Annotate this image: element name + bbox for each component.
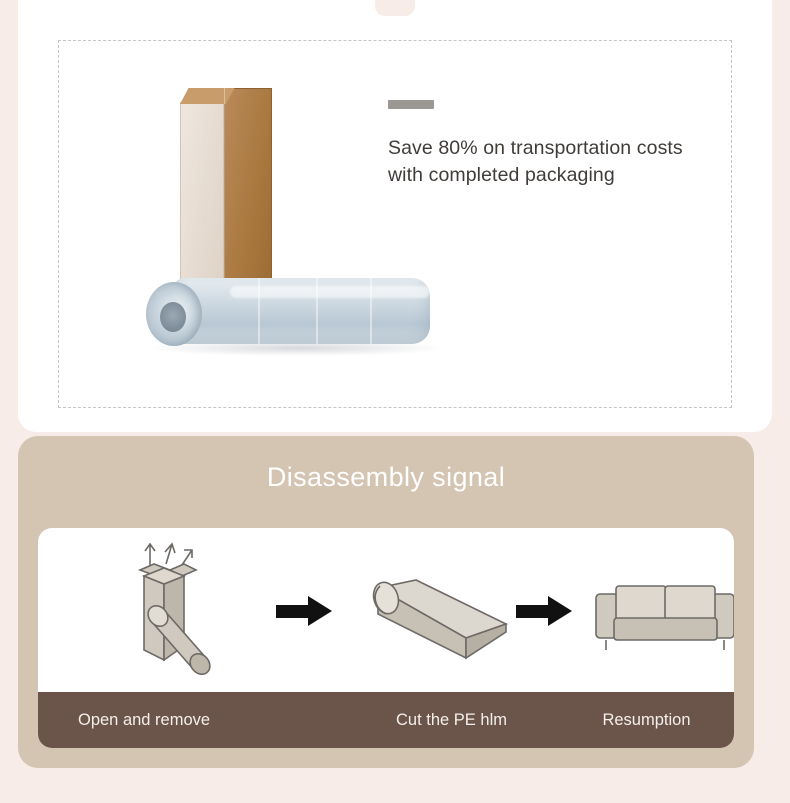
sofa-icon — [586, 576, 734, 666]
roll-body — [174, 278, 430, 344]
disassembly-section — [18, 436, 754, 768]
roll-core — [160, 302, 186, 332]
steps-illustration — [38, 528, 734, 692]
carton-top-flap — [180, 88, 235, 104]
dash-marker — [388, 100, 434, 109]
step-1-label: Open and remove — [78, 710, 211, 729]
carton-box-icon — [180, 88, 272, 298]
roll-crease-1 — [258, 278, 260, 344]
top-panel — [18, 0, 772, 432]
packaging-illustration — [118, 50, 448, 370]
panel-notch — [375, 0, 415, 16]
roll-crease-3 — [370, 278, 372, 344]
roll-crease-2 — [316, 278, 318, 344]
roll-highlight — [230, 286, 430, 298]
box-open-roll-icon — [114, 540, 264, 680]
arrow-right-2-icon — [516, 596, 574, 626]
roll-end-cap — [146, 282, 202, 346]
pe-film-roll-icon — [356, 570, 516, 670]
headline-block — [388, 100, 708, 189]
section-title: Disassembly signal — [266, 462, 506, 492]
wrapped-roll-icon — [146, 278, 430, 356]
headline-text — [388, 135, 708, 189]
arrow-right-1-icon — [276, 596, 334, 626]
headline-line-2: with completed packaging — [388, 164, 615, 186]
carton-seam — [224, 88, 225, 288]
carton-front-face — [180, 102, 224, 298]
step-3-label: Resumption — [602, 710, 691, 729]
steps-card — [38, 528, 734, 748]
headline-line-1: Save 80% on transportation costs — [388, 137, 683, 159]
step-labels-bar — [38, 692, 734, 748]
carton-side-face — [224, 88, 272, 288]
step-2-label: Cut the PE hlm — [396, 710, 507, 729]
